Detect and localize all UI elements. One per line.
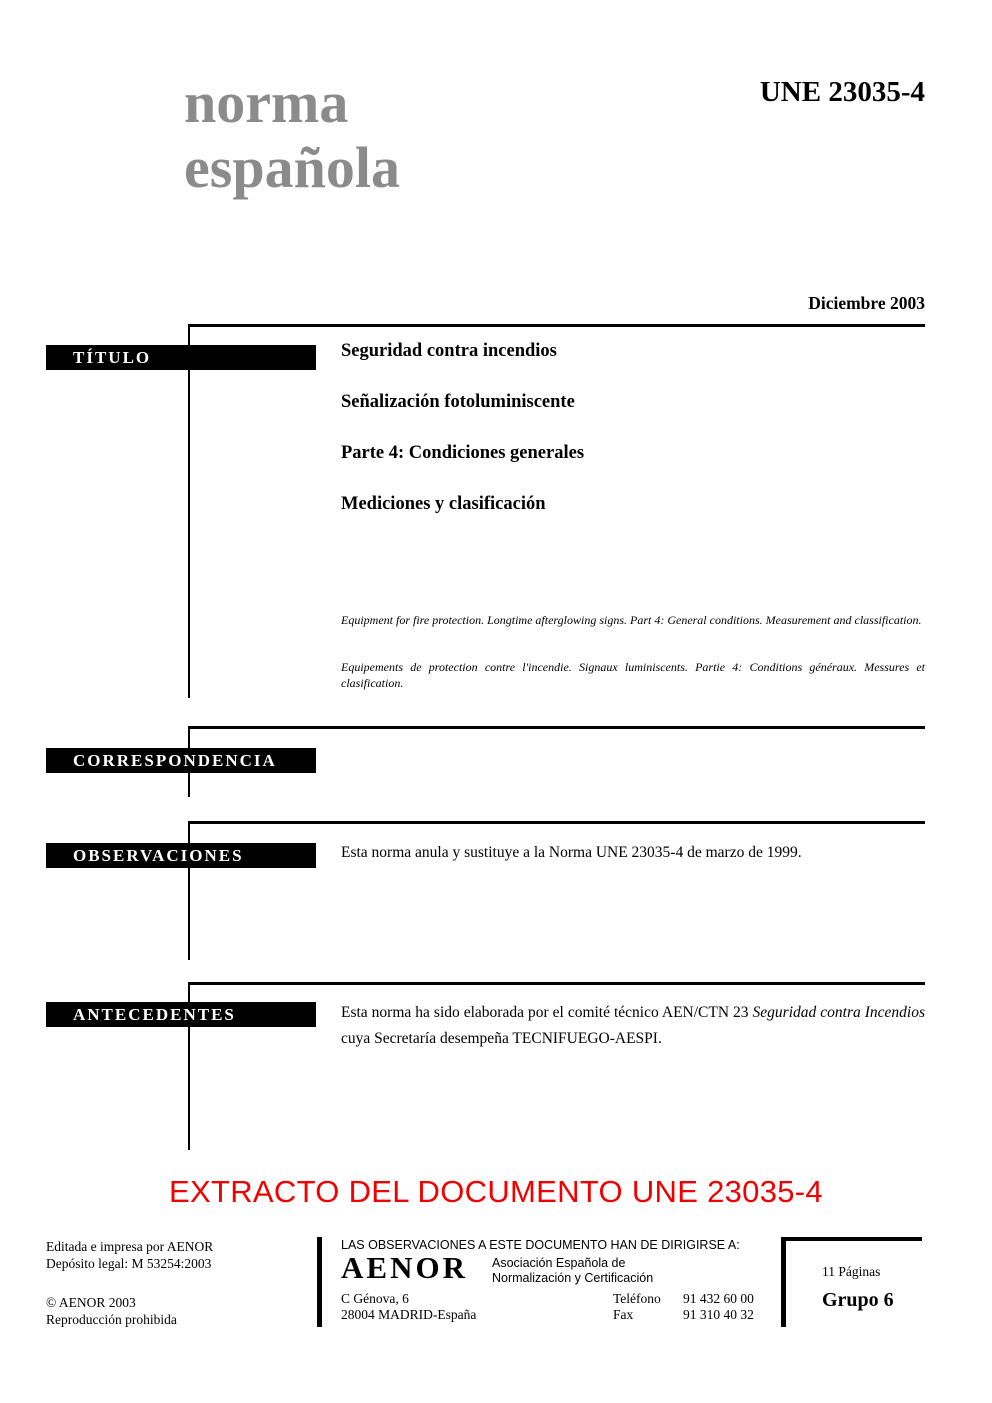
title-line-4: Mediciones y clasificación [341, 494, 546, 514]
footer-deposit-line: Depósito legal: M 53254:2003 [46, 1256, 212, 1271]
document-code: UNE 23035-4 [759, 76, 925, 108]
fax-value: 91 310 40 32 [683, 1307, 754, 1322]
footer-notice: LAS OBSERVACIONES A ESTE DOCUMENTO HAN DE DIRIGIRSE A: [341, 1238, 740, 1252]
footer-publisher-block [46, 1238, 213, 1272]
org-name-line-2: Normalización y Certificación [492, 1271, 654, 1285]
extracto-banner: EXTRACTO DEL DOCUMENTO UNE 23035-4 [169, 1174, 823, 1209]
phone-value: 91 432 60 00 [683, 1291, 754, 1306]
publication-date: Diciembre 2003 [808, 293, 925, 313]
footer-reproduction-line: Reproducción prohibida [46, 1312, 177, 1327]
norma-espanola-logo [184, 70, 400, 200]
correspondencia-label: CORRESPONDENCIA [73, 750, 277, 770]
observaciones-label-bar [46, 843, 316, 868]
footer-publisher-line: Editada e impresa por AENOR [46, 1239, 214, 1254]
title-line-2: Señalización fotoluminiscente [341, 392, 575, 412]
observaciones-vertical-rule [188, 821, 190, 960]
title-line-1: Seguridad contra incendios [341, 341, 557, 361]
antecedentes-label-bar [46, 1002, 316, 1027]
fax-label: Fax [613, 1307, 634, 1322]
aenor-logo: AENOR [341, 1250, 468, 1285]
pages-count: 11 Páginas [822, 1264, 881, 1279]
titulo-label-bar [46, 345, 316, 370]
antecedentes-text-after: cuya Secretaría desempeña TECNIFUEGO-AESPI. [341, 1030, 662, 1047]
antecedentes-text [341, 1000, 925, 1052]
footer-copyright-line: © AENOR 2003 [46, 1295, 136, 1310]
title-line-3: Parte 4: Condiciones generales [341, 443, 585, 463]
antecedentes-text-before: Esta norma ha sido elaborada por el comité técnico AEN/CTN 23 [341, 1004, 753, 1021]
correspondencia-top-rule [189, 726, 925, 729]
pages-box-top-rule [781, 1237, 922, 1241]
antecedentes-text-italic: Seguridad contra Incendios [752, 1004, 925, 1021]
aenor-address-city: 28004 MADRID-España [341, 1307, 477, 1322]
observaciones-label: OBSERVACIONES [73, 845, 244, 865]
org-name-line-1: Asociación Española de [492, 1256, 626, 1270]
titulo-vertical-rule [188, 324, 190, 698]
aenor-org-name [492, 1256, 653, 1286]
antecedentes-label: ANTECEDENTES [73, 1004, 236, 1024]
footer-copyright-block [46, 1294, 177, 1328]
aenor-address-street: C Génova, 6 [341, 1291, 409, 1306]
antecedentes-top-rule [189, 982, 925, 985]
footer-divider-bar [317, 1237, 322, 1327]
titulo-top-rule [189, 324, 925, 327]
titulo-label: TÍTULO [73, 347, 152, 367]
observaciones-top-rule [189, 821, 925, 824]
phone-label: Teléfono [613, 1291, 661, 1306]
group-label: Grupo 6 [822, 1289, 894, 1311]
observaciones-text: Esta norma anula y sustituye a la Norma UNE 23035-4 de marzo de 1999. [341, 844, 802, 861]
title-english-translation: Equipment for fire protection. Longtime afterglowing signs. Part 4: General conditions. Measurement and classification. [341, 613, 922, 627]
title-french-translation: Equipements de protection contre l'incendie. Signaux luminiscents. Partie 4: Conditions généraux. Messures et clasification. [341, 660, 925, 690]
pages-box-left-rule [781, 1237, 786, 1327]
logo-line-1: norma [184, 70, 349, 135]
correspondencia-label-bar [46, 748, 316, 773]
logo-line-2: española [184, 135, 400, 200]
